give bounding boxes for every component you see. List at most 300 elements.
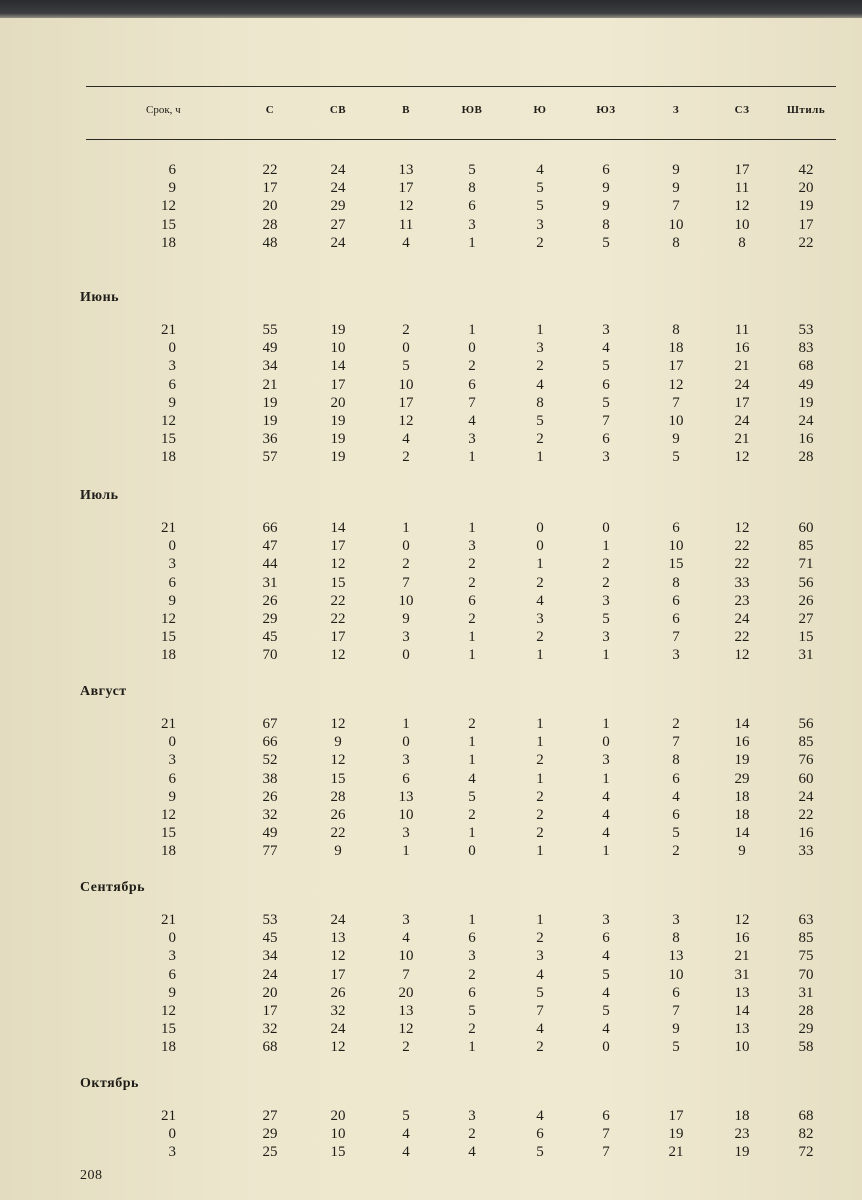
value-cell: 10 [734,1039,750,1056]
value-cell: 12 [330,1039,346,1056]
month-label: Июнь [80,290,120,305]
hour-cell: 21 [161,322,176,338]
value-cell: 0 [468,843,476,860]
value-cell: 2 [402,1039,410,1056]
value-cell: 6 [468,376,476,393]
value-cell: 34 [262,948,278,965]
value-cell: 12 [734,198,750,215]
value-cell: 1 [468,234,476,251]
value-cell: 17 [398,180,414,197]
table-row [0,593,862,611]
value-cell: 60 [798,770,814,787]
value-cell: 12 [734,912,750,928]
value-cell: 14 [330,520,346,536]
value-cell: 6 [672,611,680,627]
value-cell: 20 [398,984,414,1001]
value-cell: 24 [734,611,750,627]
value-cell: 3 [672,912,680,928]
value-cell: 3 [402,825,410,842]
value-cell: 2 [468,556,476,573]
table-header [0,104,862,124]
value-cell: 1 [536,556,544,573]
value-cell: 3 [672,647,680,664]
value-cell: 10 [668,966,684,983]
value-cell: 4 [468,413,476,429]
hour-cell: 9 [168,592,176,609]
value-cell: 29 [262,611,278,627]
value-cell: 2 [468,807,476,823]
value-cell: 23 [734,1126,750,1143]
value-cell: 5 [672,825,680,842]
hour-cell: 3 [168,1144,176,1161]
value-cell: 7 [468,394,476,411]
table-row [0,413,862,431]
value-cell: 2 [468,611,476,627]
value-cell: 22 [734,556,750,573]
value-cell: 68 [798,358,814,375]
value-cell: 4 [402,930,410,947]
value-cell: 6 [602,162,610,178]
value-cell: 6 [536,1126,544,1143]
value-cell: 70 [262,647,278,664]
value-cell: 3 [602,449,610,466]
value-cell: 8 [536,394,544,411]
value-cell: 6 [468,984,476,1001]
value-cell: 16 [798,825,814,842]
hour-cell: 21 [161,912,176,928]
value-cell: 10 [398,592,414,609]
value-cell: 6 [672,984,680,1001]
value-cell: 3 [602,912,610,928]
value-cell: 10 [668,538,684,555]
value-cell: 47 [262,538,278,555]
value-cell: 7 [602,413,610,429]
value-cell: 19 [330,322,346,338]
value-cell: 1 [536,716,544,732]
table-row [0,1108,862,1126]
value-cell: 17 [330,966,346,983]
value-cell: 28 [798,1003,814,1019]
value-cell: 25 [262,1144,278,1161]
value-cell: 2 [468,966,476,983]
value-cell: 3 [602,629,610,646]
table-row [0,340,862,358]
table-top-rule [86,86,836,87]
value-cell: 16 [734,340,750,357]
value-cell: 20 [330,1108,346,1124]
hour-cell: 3 [168,752,176,769]
hour-cell: 6 [168,162,176,178]
value-cell: 0 [602,734,610,751]
value-cell: 5 [468,788,476,805]
value-cell: 5 [536,180,544,197]
value-cell: 5 [536,984,544,1001]
value-cell: 15 [330,1144,346,1161]
hour-cell: 6 [168,770,176,787]
value-cell: 2 [468,1126,476,1143]
value-cell: 4 [402,1126,410,1143]
value-cell: 2 [536,825,544,842]
table-row [0,930,862,948]
value-cell: 36 [262,431,278,448]
value-cell: 3 [602,322,610,338]
value-cell: 0 [468,340,476,357]
table-row [0,912,862,930]
value-cell: 32 [330,1003,346,1019]
value-cell: 1 [536,449,544,466]
month-label: Июль [80,488,119,503]
value-cell: 17 [798,216,814,233]
value-cell: 3 [536,340,544,357]
value-cell: 6 [602,376,610,393]
value-cell: 9 [672,1021,680,1038]
value-cell: 63 [798,912,814,928]
value-cell: 31 [262,574,278,591]
hour-cell: 15 [161,825,176,842]
hour-cell: 0 [168,340,176,357]
value-cell: 19 [330,449,346,466]
value-cell: 82 [798,1126,814,1143]
value-cell: 17 [330,629,346,646]
value-cell: 15 [330,574,346,591]
value-cell: 14 [330,358,346,375]
value-cell: 6 [468,592,476,609]
value-cell: 14 [734,825,750,842]
value-cell: 2 [536,807,544,823]
value-cell: 67 [262,716,278,732]
value-cell: 5 [536,198,544,215]
value-cell: 3 [402,752,410,769]
hour-cell: 9 [168,180,176,197]
value-cell: 19 [734,1144,750,1161]
value-cell: 29 [798,1021,814,1038]
value-cell: 5 [536,413,544,429]
value-cell: 3 [602,752,610,769]
hour-cell: 21 [161,520,176,536]
value-cell: 5 [672,1039,680,1056]
value-cell: 1 [536,843,544,860]
table-row [0,556,862,574]
value-cell: 42 [798,162,814,178]
value-cell: 21 [262,376,278,393]
value-cell: 7 [672,1003,680,1019]
value-cell: 2 [672,716,680,732]
value-cell: 6 [672,592,680,609]
hour-cell: 12 [161,1003,176,1019]
value-cell: 56 [798,716,814,732]
value-cell: 12 [330,948,346,965]
value-cell: 5 [602,1003,610,1019]
value-cell: 12 [398,198,414,215]
value-cell: 9 [602,180,610,197]
value-cell: 2 [402,449,410,466]
value-cell: 4 [468,1144,476,1161]
value-cell: 10 [398,948,414,965]
value-cell: 6 [468,198,476,215]
table-row [0,322,862,340]
value-cell: 9 [672,162,680,178]
value-cell: 31 [734,966,750,983]
value-cell: 24 [798,413,814,429]
value-cell: 12 [398,1021,414,1038]
value-cell: 56 [798,574,814,591]
value-cell: 7 [402,574,410,591]
value-cell: 17 [668,1108,684,1124]
value-cell: 1 [536,734,544,751]
hour-cell: 15 [161,216,176,233]
hour-cell: 12 [161,611,176,627]
value-cell: 1 [536,647,544,664]
value-cell: 17 [262,180,278,197]
value-cell: 3 [468,216,476,233]
value-cell: 7 [672,394,680,411]
value-cell: 85 [798,930,814,947]
value-cell: 22 [798,234,814,251]
value-cell: 53 [798,322,814,338]
value-cell: 19 [330,413,346,429]
value-cell: 22 [330,592,346,609]
value-cell: 11 [734,322,750,338]
value-cell: 48 [262,234,278,251]
value-cell: 10 [668,216,684,233]
value-cell: 19 [798,198,814,215]
value-cell: 12 [398,413,414,429]
value-cell: 14 [734,716,750,732]
value-cell: 12 [330,647,346,664]
value-cell: 21 [734,948,750,965]
value-cell: 29 [330,198,346,215]
value-cell: 2 [536,234,544,251]
value-cell: 8 [672,574,680,591]
value-cell: 26 [330,984,346,1001]
value-cell: 28 [330,788,346,805]
table-row [0,1021,862,1039]
hour-cell: 6 [168,966,176,983]
value-cell: 20 [262,984,278,1001]
value-cell: 53 [262,912,278,928]
value-cell: 22 [330,611,346,627]
value-cell: 2 [536,358,544,375]
value-cell: 4 [536,1021,544,1038]
value-cell: 6 [468,930,476,947]
value-cell: 2 [468,574,476,591]
value-cell: 6 [602,1108,610,1124]
value-cell: 17 [398,394,414,411]
value-cell: 1 [602,716,610,732]
value-cell: 4 [402,1144,410,1161]
value-cell: 12 [734,520,750,536]
table-row [0,1126,862,1144]
value-cell: 1 [602,770,610,787]
table-row [0,1144,862,1162]
value-cell: 24 [734,376,750,393]
value-cell: 18 [734,807,750,823]
value-cell: 9 [402,611,410,627]
value-cell: 23 [734,592,750,609]
value-cell: 1 [536,322,544,338]
value-cell: 32 [262,1021,278,1038]
value-cell: 8 [602,216,610,233]
hour-cell: 21 [161,716,176,732]
value-cell: 5 [402,1108,410,1124]
value-cell: 10 [398,376,414,393]
value-cell: 29 [734,770,750,787]
value-cell: 8 [672,752,680,769]
value-cell: 2 [536,752,544,769]
value-cell: 4 [602,825,610,842]
table-row [0,162,862,180]
value-cell: 66 [262,734,278,751]
value-cell: 34 [262,358,278,375]
value-cell: 16 [734,930,750,947]
value-cell: 68 [262,1039,278,1056]
value-cell: 12 [330,716,346,732]
value-cell: 13 [734,984,750,1001]
value-cell: 21 [734,431,750,448]
value-cell: 19 [262,394,278,411]
value-cell: 2 [402,556,410,573]
value-cell: 2 [468,716,476,732]
table-row [0,520,862,538]
hour-cell: 9 [168,788,176,805]
value-cell: 66 [262,520,278,536]
value-cell: 17 [734,162,750,178]
hour-cell: 9 [168,984,176,1001]
value-cell: 6 [402,770,410,787]
value-cell: 24 [798,788,814,805]
hour-cell: 21 [161,1108,176,1124]
value-cell: 2 [672,843,680,860]
value-cell: 0 [402,734,410,751]
hour-cell: 3 [168,556,176,573]
table-row [0,843,862,861]
table-row [0,180,862,198]
value-cell: 6 [672,520,680,536]
table-row [0,825,862,843]
table-row [0,789,862,807]
value-cell: 22 [262,162,278,178]
value-cell: 76 [798,752,814,769]
value-cell: 8 [468,180,476,197]
value-cell: 2 [536,788,544,805]
value-cell: 1 [602,647,610,664]
value-cell: 26 [262,592,278,609]
value-cell: 1 [402,843,410,860]
value-cell: 1 [536,912,544,928]
value-cell: 9 [738,843,746,860]
value-cell: 1 [468,825,476,842]
value-cell: 19 [330,431,346,448]
value-cell: 0 [536,520,544,536]
value-cell: 5 [402,358,410,375]
value-cell: 1 [468,449,476,466]
value-cell: 49 [262,340,278,357]
table-row [0,734,862,752]
value-cell: 9 [672,180,680,197]
hour-cell: 18 [161,647,176,664]
value-cell: 1 [402,520,410,536]
value-cell: 45 [262,930,278,947]
hour-cell: 12 [161,807,176,823]
value-cell: 14 [734,1003,750,1019]
value-cell: 7 [536,1003,544,1019]
value-cell: 24 [330,234,346,251]
value-cell: 0 [402,538,410,555]
table-row [0,575,862,593]
value-cell: 85 [798,538,814,555]
value-cell: 28 [798,449,814,466]
value-cell: 24 [330,1021,346,1038]
value-cell: 45 [262,629,278,646]
hour-cell: 18 [161,843,176,860]
value-cell: 4 [468,770,476,787]
value-cell: 57 [262,449,278,466]
table-row [0,948,862,966]
value-cell: 13 [398,788,414,805]
value-cell: 26 [262,788,278,805]
table-row [0,377,862,395]
value-cell: 18 [668,340,684,357]
value-cell: 32 [262,807,278,823]
value-cell: 44 [262,556,278,573]
value-cell: 13 [668,948,684,965]
value-cell: 1 [468,752,476,769]
value-cell: 4 [602,948,610,965]
value-cell: 3 [468,538,476,555]
value-cell: 33 [734,574,750,591]
value-cell: 3 [602,592,610,609]
value-cell: 8 [738,234,746,251]
table-row [0,217,862,235]
value-cell: 4 [602,1021,610,1038]
value-cell: 6 [672,770,680,787]
value-cell: 1 [468,734,476,751]
value-cell: 2 [602,574,610,591]
value-cell: 68 [798,1108,814,1124]
value-cell: 19 [668,1126,684,1143]
hour-cell: 18 [161,234,176,251]
table-row [0,716,862,734]
value-cell: 6 [602,431,610,448]
value-cell: 31 [798,984,814,1001]
value-cell: 1 [536,770,544,787]
value-cell: 2 [536,629,544,646]
hour-cell: 12 [161,413,176,429]
value-cell: 18 [734,788,750,805]
value-cell: 24 [262,966,278,983]
value-cell: 5 [602,234,610,251]
value-cell: 13 [734,1021,750,1038]
table-row [0,395,862,413]
value-cell: 22 [734,629,750,646]
value-cell: 10 [330,340,346,357]
value-cell: 8 [672,234,680,251]
value-cell: 24 [330,180,346,197]
column-header: СЗ [734,104,750,116]
value-cell: 75 [798,948,814,965]
value-cell: 6 [602,930,610,947]
value-cell: 27 [798,611,814,627]
value-cell: 26 [798,592,814,609]
hour-cell: 15 [161,629,176,646]
table-row [0,611,862,629]
book-page [0,18,862,1200]
value-cell: 24 [330,162,346,178]
value-cell: 1 [468,629,476,646]
value-cell: 2 [468,1021,476,1038]
hour-cell: 12 [161,198,176,215]
value-cell: 2 [536,930,544,947]
